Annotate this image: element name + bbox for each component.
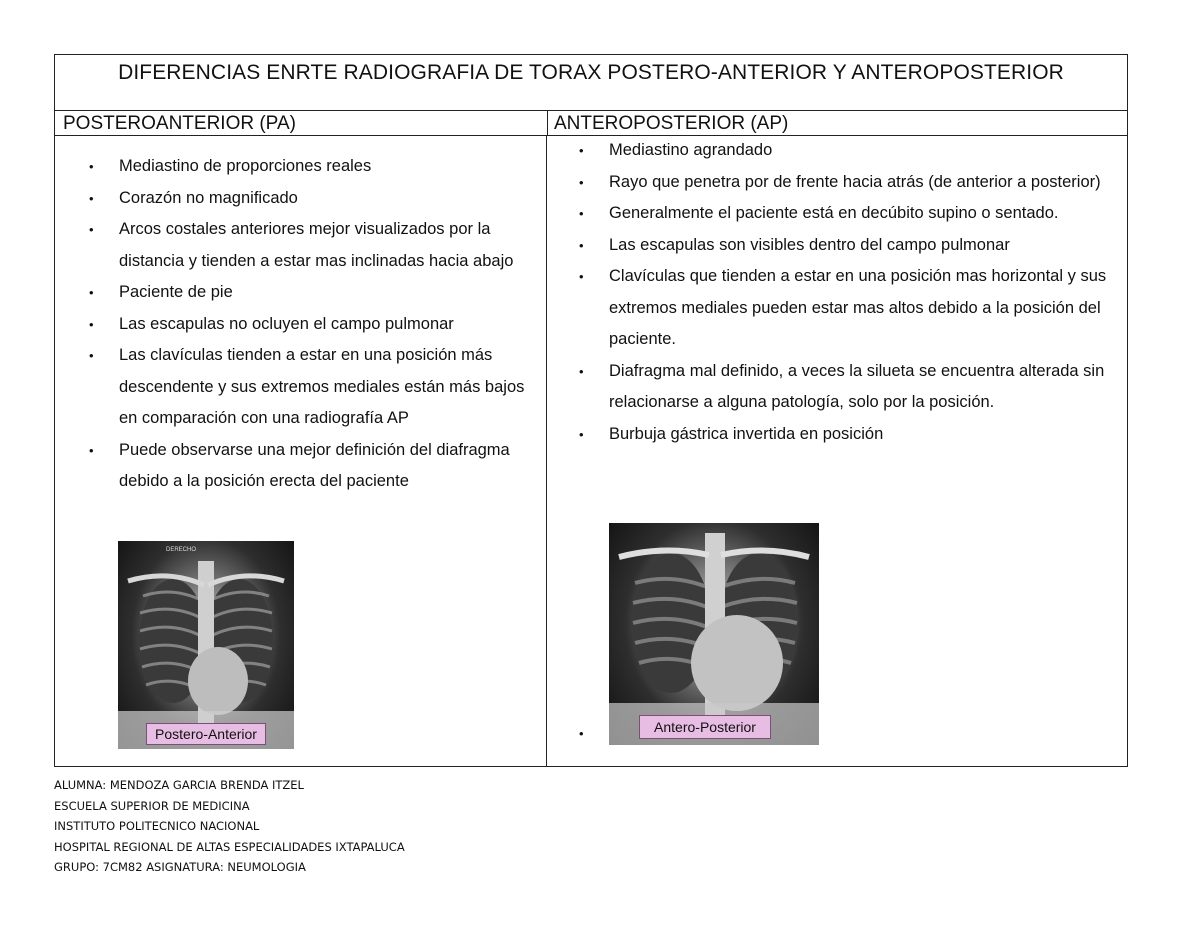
- list-item: • Las escapulas no ocluyen el campo pulmonar: [79, 309, 539, 341]
- document-footer: [54, 775, 405, 878]
- list-item: • Arcos costales anteriores mejor visualizados por la distancia y tienden a estar mas inclinadas hacia abajo: [79, 214, 539, 277]
- bullet-icon: •: [89, 190, 94, 206]
- list-item: • Mediastino agrandado: [569, 135, 1117, 167]
- bullet-icon: •: [89, 159, 94, 174]
- ap-list: [569, 135, 1117, 450]
- list-item: • Clavículas que tienden a estar en una posición mas horizontal y sus extremos mediales pueden estar mas altos debido a la posición del paciente.: [569, 261, 1117, 356]
- bullet-icon: •: [89, 222, 94, 237]
- comparison-table: [54, 54, 1128, 767]
- bullet-icon: •: [579, 237, 584, 253]
- bullet-icon: •: [89, 442, 94, 458]
- bullet-icon: •: [579, 363, 584, 379]
- xray-image-posteroanterior: [118, 541, 294, 749]
- list-item: • Generalmente el paciente está en decúbito supino o sentado.: [569, 198, 1117, 230]
- list-item: • Corazón no magnificado: [79, 183, 539, 215]
- footer-student: ALUMNA: MENDOZA GARCIA BRENDA ITZEL: [54, 778, 304, 792]
- table-title: DIFERENCIAS ENRTE RADIOGRAFIA DE TORAX POSTERO-ANTERIOR Y ANTEROPOSTERIOR: [55, 55, 1127, 111]
- list-item: • Las escapulas son visibles dentro del campo pulmonar: [569, 230, 1117, 262]
- footer-hospital: HOSPITAL REGIONAL DE ALTAS ESPECIALIDADES IXTAPALUCA: [54, 839, 405, 854]
- footer-institute: INSTITUTO POLITECNICO NACIONAL: [54, 819, 260, 833]
- column-divider: [546, 136, 547, 766]
- bullet-icon: •: [579, 726, 584, 741]
- footer-group-subject: GRUPO: 7CM82 ASIGNATURA: NEUMOLOGIA: [54, 860, 306, 874]
- list-item: • Mediastino de proporciones reales: [79, 151, 539, 183]
- list-item: • Las clavículas tienden a estar en una posición más descendente y sus extremos mediales están más bajos en comparación con una radiografía AP: [79, 340, 539, 435]
- bullet-icon: •: [579, 174, 584, 190]
- list-item: • Paciente de pie: [79, 277, 539, 309]
- xray-side-marker: DERECHO: [166, 547, 197, 553]
- bullet-icon: •: [579, 426, 584, 442]
- header-posteroanterior: POSTEROANTERIOR (PA): [55, 111, 547, 136]
- list-item: • Puede observarse una mejor definición del diafragma debido a la posición erecta del paciente: [79, 435, 539, 498]
- bullet-icon: •: [579, 269, 584, 284]
- list-item: • Rayo que penetra por de frente hacia atrás (de anterior a posterior): [569, 167, 1117, 199]
- pa-list: [79, 151, 539, 498]
- list-item: • Diafragma mal definido, a veces la silueta se encuentra alterada sin relacionarse a alguna patología, solo por la posición.: [569, 356, 1117, 419]
- bullet-icon: •: [89, 285, 94, 300]
- xray-label-ap: Antero-Posterior: [639, 715, 771, 739]
- header-anteroposterior: ANTEROPOSTERIOR (AP): [547, 111, 1127, 136]
- bullet-icon: •: [579, 206, 584, 221]
- bullet-icon: •: [89, 316, 94, 332]
- xray-image-anteroposterior: [609, 523, 819, 745]
- chest-xray-ap-illustration: [609, 523, 819, 745]
- bullet-icon: •: [89, 348, 94, 363]
- chest-xray-pa-illustration: [118, 541, 294, 749]
- list-item: • Burbuja gástrica invertida en posición: [569, 419, 1117, 451]
- footer-school: ESCUELA SUPERIOR DE MEDICINA: [54, 798, 250, 813]
- xray-label-pa: Postero-Anterior: [146, 723, 266, 745]
- bullet-icon: •: [579, 143, 584, 158]
